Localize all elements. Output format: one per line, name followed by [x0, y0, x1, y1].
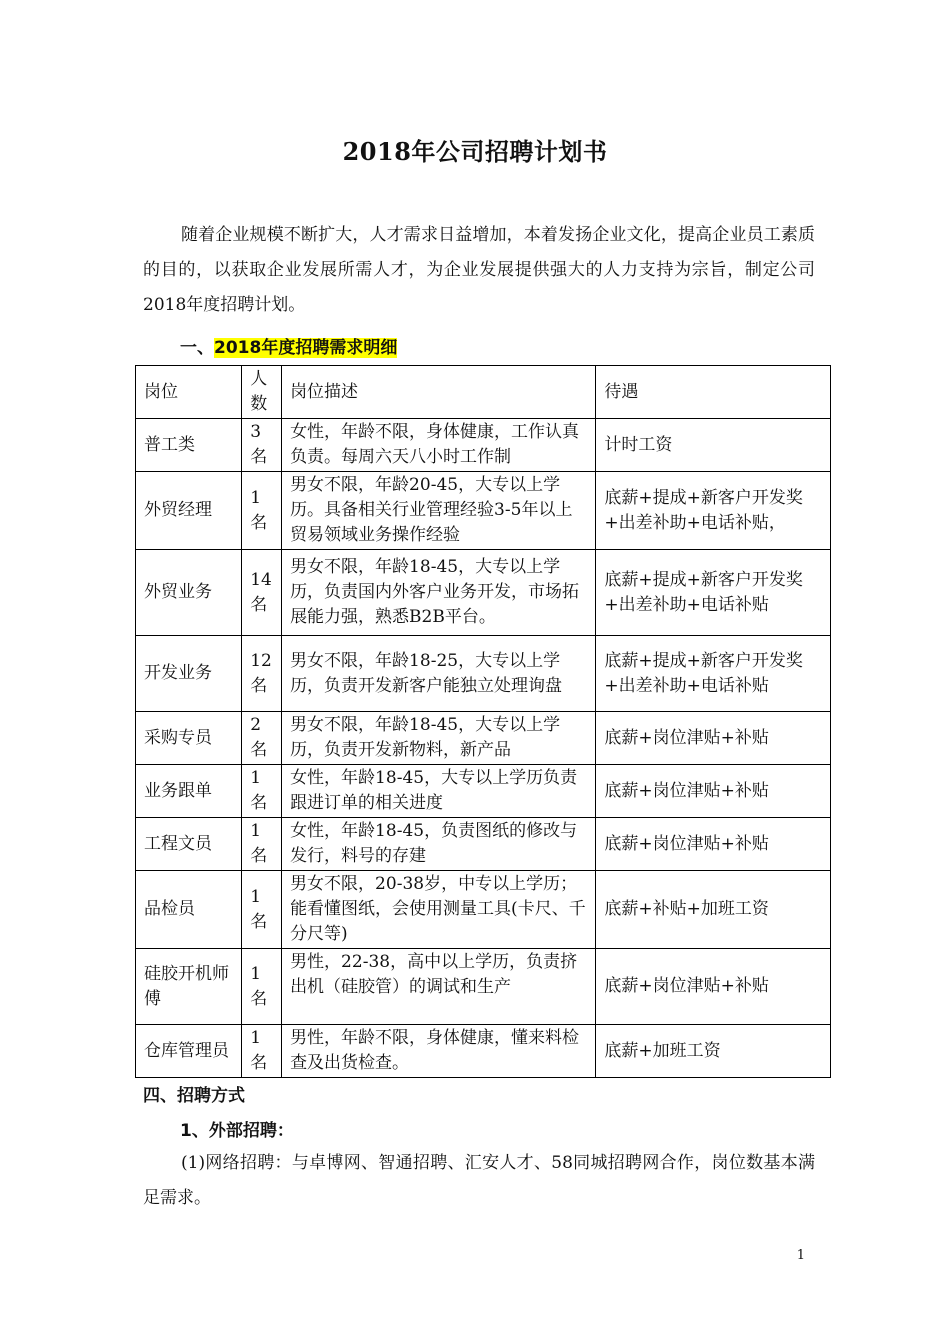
table-row	[136, 949, 831, 1025]
cell-position: 外贸业务	[136, 550, 242, 636]
cell-position: 普工类	[136, 419, 242, 472]
cell-count: 1名	[242, 818, 282, 871]
table-row	[136, 636, 831, 712]
cell-position: 品检员	[136, 871, 242, 949]
table-header-row	[136, 366, 831, 419]
document-title: 2018年公司招聘计划书	[342, 137, 608, 166]
cell-pay: 底薪+提成+新客户开发奖+出差补助+电话补贴，	[596, 472, 831, 550]
cell-count: 1名	[242, 765, 282, 818]
table-row	[136, 1025, 831, 1078]
section-title-highlighted: 2018年度招聘需求明细	[214, 338, 398, 358]
cell-position: 采购专员	[136, 712, 242, 765]
header-position: 岗位	[136, 366, 242, 419]
section-heading-demand	[180, 333, 397, 358]
cell-count: 14名	[242, 550, 282, 636]
cell-pay: 底薪+补贴+加班工资	[596, 871, 831, 949]
intro-paragraph: 随着企业规模不断扩大，人才需求日益增加，本着发扬企业文化，提高企业员工素质的目的，以获取企业发展所需人才，为企业发展提供强大的人力支持为宗旨，制定公司2018年度招聘计划。	[143, 225, 815, 315]
cell-pay: 底薪+岗位津贴+补贴	[596, 712, 831, 765]
section-number: 一、	[180, 338, 214, 358]
cell-pay: 底薪+提成+新客户开发奖+出差补助+电话补贴	[596, 550, 831, 636]
cell-description: 女性，年龄18-45，大专以上学历负责跟进订单的相关进度	[282, 765, 596, 818]
cell-position: 外贸经理	[136, 472, 242, 550]
cell-count: 12名	[242, 636, 282, 712]
cell-description: 女性，年龄18-45，负责图纸的修改与发行，料号的存建	[282, 818, 596, 871]
cell-pay: 底薪+岗位津贴+补贴	[596, 949, 831, 1025]
header-count: 人数	[242, 366, 282, 419]
cell-position: 工程文员	[136, 818, 242, 871]
cell-count: 1名	[242, 949, 282, 1025]
section-heading-methods: 四、招聘方式	[143, 1086, 245, 1106]
header-pay: 待遇	[596, 366, 831, 419]
cell-count: 3名	[242, 419, 282, 472]
table-row	[136, 765, 831, 818]
cell-description: 男性，年龄不限，身体健康，懂来料检查及出货检查。	[282, 1025, 596, 1078]
cell-position: 硅胶开机师傅	[136, 949, 242, 1025]
cell-pay: 计时工资	[596, 419, 831, 472]
cell-description: 男女不限，年龄18-25，大专以上学历，负责开发新客户能独立处理询盘	[282, 636, 596, 712]
cell-count: 1名	[242, 871, 282, 949]
subsection-heading-external: 1、外部招聘：	[180, 1121, 294, 1141]
page-number: 1	[796, 1248, 805, 1263]
cell-pay: 底薪+提成+新客户开发奖+出差补助+电话补贴	[596, 636, 831, 712]
cell-position: 仓库管理员	[136, 1025, 242, 1078]
cell-description: 男女不限，20-38岁，中专以上学历；能看懂图纸，会使用测量工具(卡尺、千分尺等)	[282, 871, 596, 949]
cell-pay: 底薪+加班工资	[596, 1025, 831, 1078]
cell-description: 男女不限，年龄20-45，大专以上学历。具备相关行业管理经验3-5年以上贸易领域业务操作经验	[282, 472, 596, 550]
cell-pay: 底薪+岗位津贴+补贴	[596, 765, 831, 818]
recruitment-table	[135, 365, 831, 1078]
cell-count: 1名	[242, 472, 282, 550]
cell-description: 男女不限，年龄18-45，大专以上学历，负责开发新物料，新产品	[282, 712, 596, 765]
online-recruitment-paragraph: (1)网络招聘：与卓博网、智通招聘、汇安人才、58同城招聘网合作，岗位数基本满足需求。	[143, 1153, 815, 1208]
cell-description: 男女不限，年龄18-45，大专以上学历，负责国内外客户业务开发，市场拓展能力强，熟悉B2B平台。	[282, 550, 596, 636]
table-row	[136, 550, 831, 636]
table-row	[136, 472, 831, 550]
header-description: 岗位描述	[282, 366, 596, 419]
cell-description: 女性，年龄不限，身体健康，工作认真负责。每周六天八小时工作制	[282, 419, 596, 472]
table-row	[136, 419, 831, 472]
table-row	[136, 871, 831, 949]
cell-description: 男性，22-38，高中以上学历，负责挤出机（硅胶管）的调试和生产	[282, 949, 596, 1025]
cell-position: 业务跟单	[136, 765, 242, 818]
table-row	[136, 818, 831, 871]
cell-pay: 底薪+岗位津贴+补贴	[596, 818, 831, 871]
cell-count: 1名	[242, 1025, 282, 1078]
table-row	[136, 712, 831, 765]
cell-count: 2名	[242, 712, 282, 765]
cell-position: 开发业务	[136, 636, 242, 712]
